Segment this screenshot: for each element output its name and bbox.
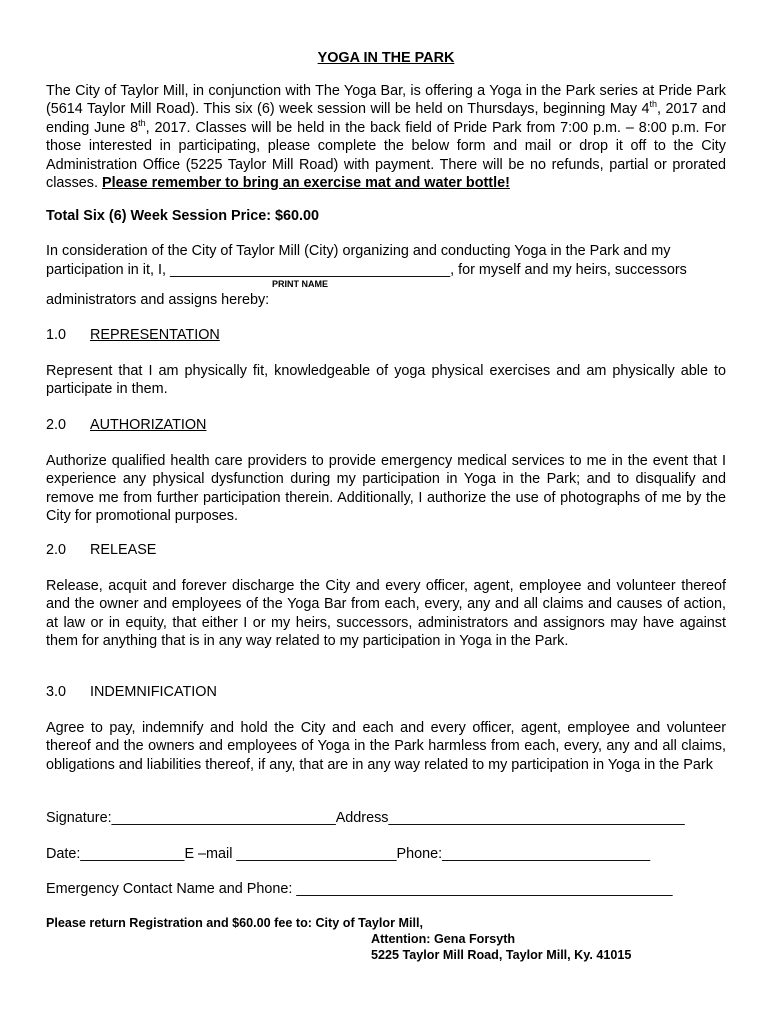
section-number: 2.0	[46, 417, 67, 433]
section-body-representation: Represent that I am physically fit, knowledgeable of yoga physical exercises and am physically able to participate in them.	[46, 363, 726, 398]
section-title: AUTHORIZATION	[90, 417, 207, 433]
intro-text-1: The City of Taylor Mill, in conjunction with The Yoga Bar, is offering a Yoga in the Park series at Pride Park (5614 Taylor Mill Road). This six (6) week session will be held on Thursdays, beginning May 4	[46, 83, 726, 118]
return-attention: Attention: Gena Forsyth	[371, 932, 516, 946]
section-title: RELEASE	[90, 542, 157, 558]
section-body-authorization: Authorize qualified health care providers to provide emergency medical services to me in the event that I experience any physical dysfunction during my participation in Yoga in the Park; and to disqualify and remove me from further participation therein. Additionally, I authorize the use of photographs of me by the City for promotional purposes.	[46, 453, 726, 525]
intro-text-3: , 2017. Classes will be held in the back field of Pride Park from 7:00 p.m. – 8:00 p.m. For those interested in participating, please complete the below form and mail or drop it off to the City Administration Office (5225 Taylor Mill Road) with payment. There will be no refunds, partial or prorated classes.	[46, 119, 727, 192]
intro-sup-1: th	[649, 99, 658, 110]
section-heading-representation	[46, 326, 220, 344]
consideration-line-2-name-field[interactable]: participation in it, I, ___________________________________, for myself and my heirs, successors	[46, 262, 687, 278]
consideration-line-3: administrators and assigns hereby:	[46, 292, 270, 308]
section-number: 2.0	[46, 542, 67, 558]
section-title: REPRESENTATION	[90, 327, 220, 343]
emergency-contact-field[interactable]: Emergency Contact Name and Phone: _______________________________________________	[46, 881, 673, 897]
section-title: INDEMNIFICATION	[90, 684, 217, 700]
date-email-phone-fields[interactable]: Date:_____________E –mail ____________________Phone:__________________________	[46, 846, 651, 862]
session-price: Total Six (6) Week Session Price: $60.00	[46, 208, 320, 224]
consideration-line-1: In consideration of the City of Taylor Mill (City) organizing and conducting Yoga in the Park and my	[46, 243, 671, 259]
document-title: YOGA IN THE PARK	[317, 50, 455, 66]
return-address: 5225 Taylor Mill Road, Taylor Mill, Ky. 41015	[371, 948, 632, 962]
intro-text-2: , 2017 and ending June 8	[46, 101, 726, 136]
intro-emphasis: Please remember to bring an exercise mat and water bottle!	[101, 175, 510, 192]
print-name-label: PRINT NAME	[272, 279, 328, 289]
section-body-indemnification: Agree to pay, indemnify and hold the City and each and every officer, agent, employee and volunteer thereof and the owners and employees of Yoga in the Park harmless from each, every, any and all claims, obligations and liabilities thereof, if any, that are in any way related to my participation in Yoga in the Park	[46, 720, 726, 773]
signature-address-fields[interactable]: Signature:____________________________Address_____________________________________	[46, 810, 685, 826]
section-heading-authorization	[46, 416, 206, 434]
intro-sup-2: th	[138, 118, 146, 129]
return-instructions: Please return Registration and $60.00 fee to: City of Taylor Mill,	[46, 916, 423, 930]
section-number: 1.0	[46, 327, 67, 343]
section-heading-release	[46, 541, 156, 559]
section-heading-indemnification	[46, 683, 217, 701]
section-number: 3.0	[46, 684, 67, 700]
section-body-release: Release, acquit and forever discharge the City and every officer, agent, employee and volunteer thereof and the owner and employees of the Yoga Bar from each, every, any and all claims and causes of action, at law or in equity, that either I or my heirs, successors, administrators and assignors may have against them for anything that is in any way related to my participation in Yoga in the Park.	[46, 578, 726, 650]
intro-paragraph	[46, 82, 726, 192]
